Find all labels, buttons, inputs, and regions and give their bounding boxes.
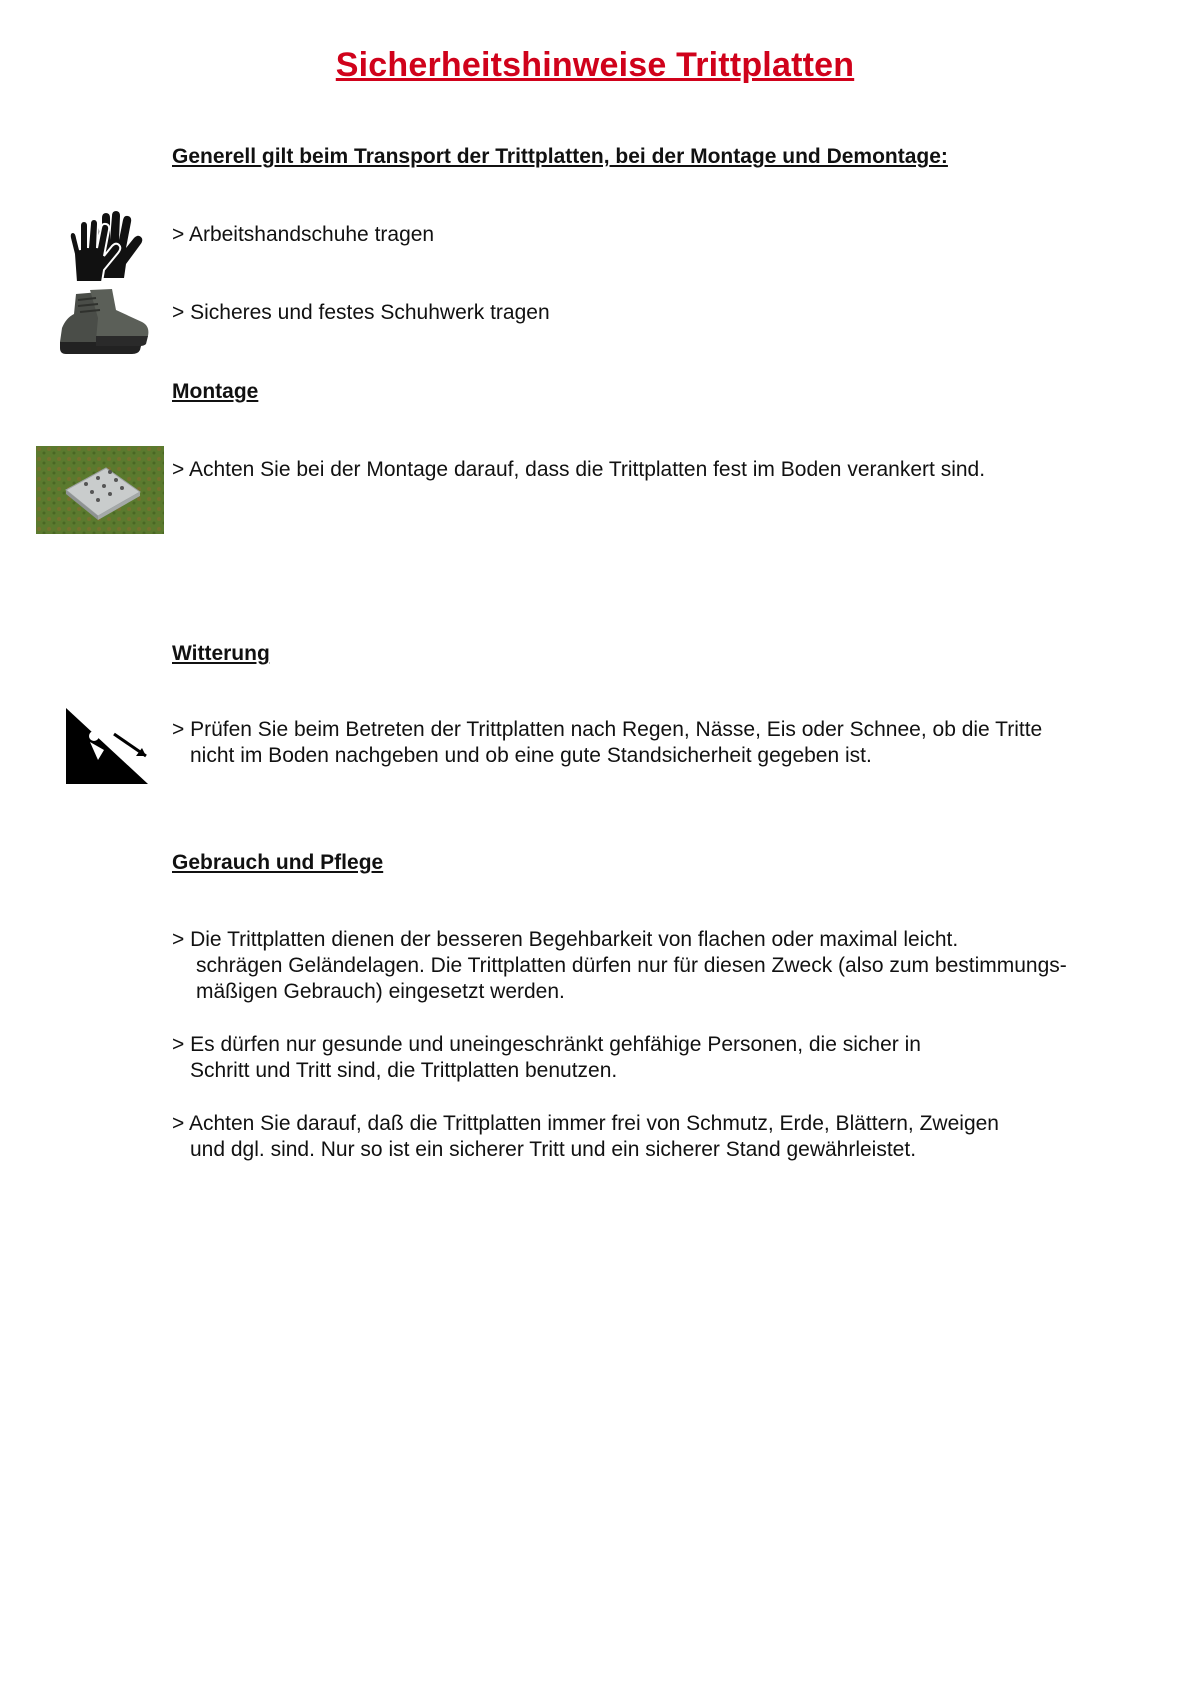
document-title: Sicherheitshinweise Trittplatten: [335, 46, 855, 84]
gebrauch-item-2-line-2: Schritt und Tritt sind, die Trittplatten benutzen.: [190, 1059, 618, 1082]
boots-icon: [56, 288, 150, 358]
general-item-gloves: > Arbeitshandschuhe tragen: [172, 223, 435, 246]
section-heading-general: Generell gilt beim Transport der Trittplatten, bei der Montage und Demontage:: [172, 145, 948, 168]
gebrauch-item-3-line-1: > Achten Sie darauf, daß die Trittplatten immer frei von Schmutz, Erde, Blättern, Zweigen: [172, 1112, 999, 1135]
gebrauch-item-1-line-2: schrägen Geländelagen. Die Trittplatten dürfen nur für diesen Zweck (also zum bestimmungs-: [196, 954, 1067, 977]
witterung-line-2: nicht im Boden nachgeben und ob eine gute Standsicherheit gegeben ist.: [190, 744, 872, 767]
gloves-icon: [68, 208, 144, 284]
gebrauch-item-1-line-1: > Die Trittplatten dienen der besseren Begehbarkeit von flachen oder maximal leicht.: [172, 928, 959, 951]
slippery-slope-icon: [64, 706, 150, 786]
witterung-line-1: > Prüfen Sie beim Betreten der Trittplatten nach Regen, Nässe, Eis oder Schnee, ob die Tritte: [172, 718, 1043, 741]
gebrauch-item-1-line-3: mäßigen Gebrauch) eingesetzt werden.: [196, 980, 565, 1003]
gebrauch-item-3-line-2: und dgl. sind. Nur so ist ein sicherer Tritt und ein sicherer Stand gewährleistet.: [190, 1138, 917, 1161]
section-heading-montage: Montage: [172, 380, 259, 403]
montage-item: > Achten Sie bei der Montage darauf, dass die Trittplatten fest im Boden verankert sind.: [172, 458, 986, 481]
section-heading-witterung: Witterung: [172, 642, 270, 665]
general-item-boots: > Sicheres und festes Schuhwerk tragen: [172, 301, 550, 324]
gebrauch-item-2-line-1: > Es dürfen nur gesunde und uneingeschränkt gehfähige Personen, die sicher in: [172, 1033, 921, 1056]
section-heading-gebrauch: Gebrauch und Pflege: [172, 851, 384, 874]
step-plate-photo: [36, 446, 164, 534]
